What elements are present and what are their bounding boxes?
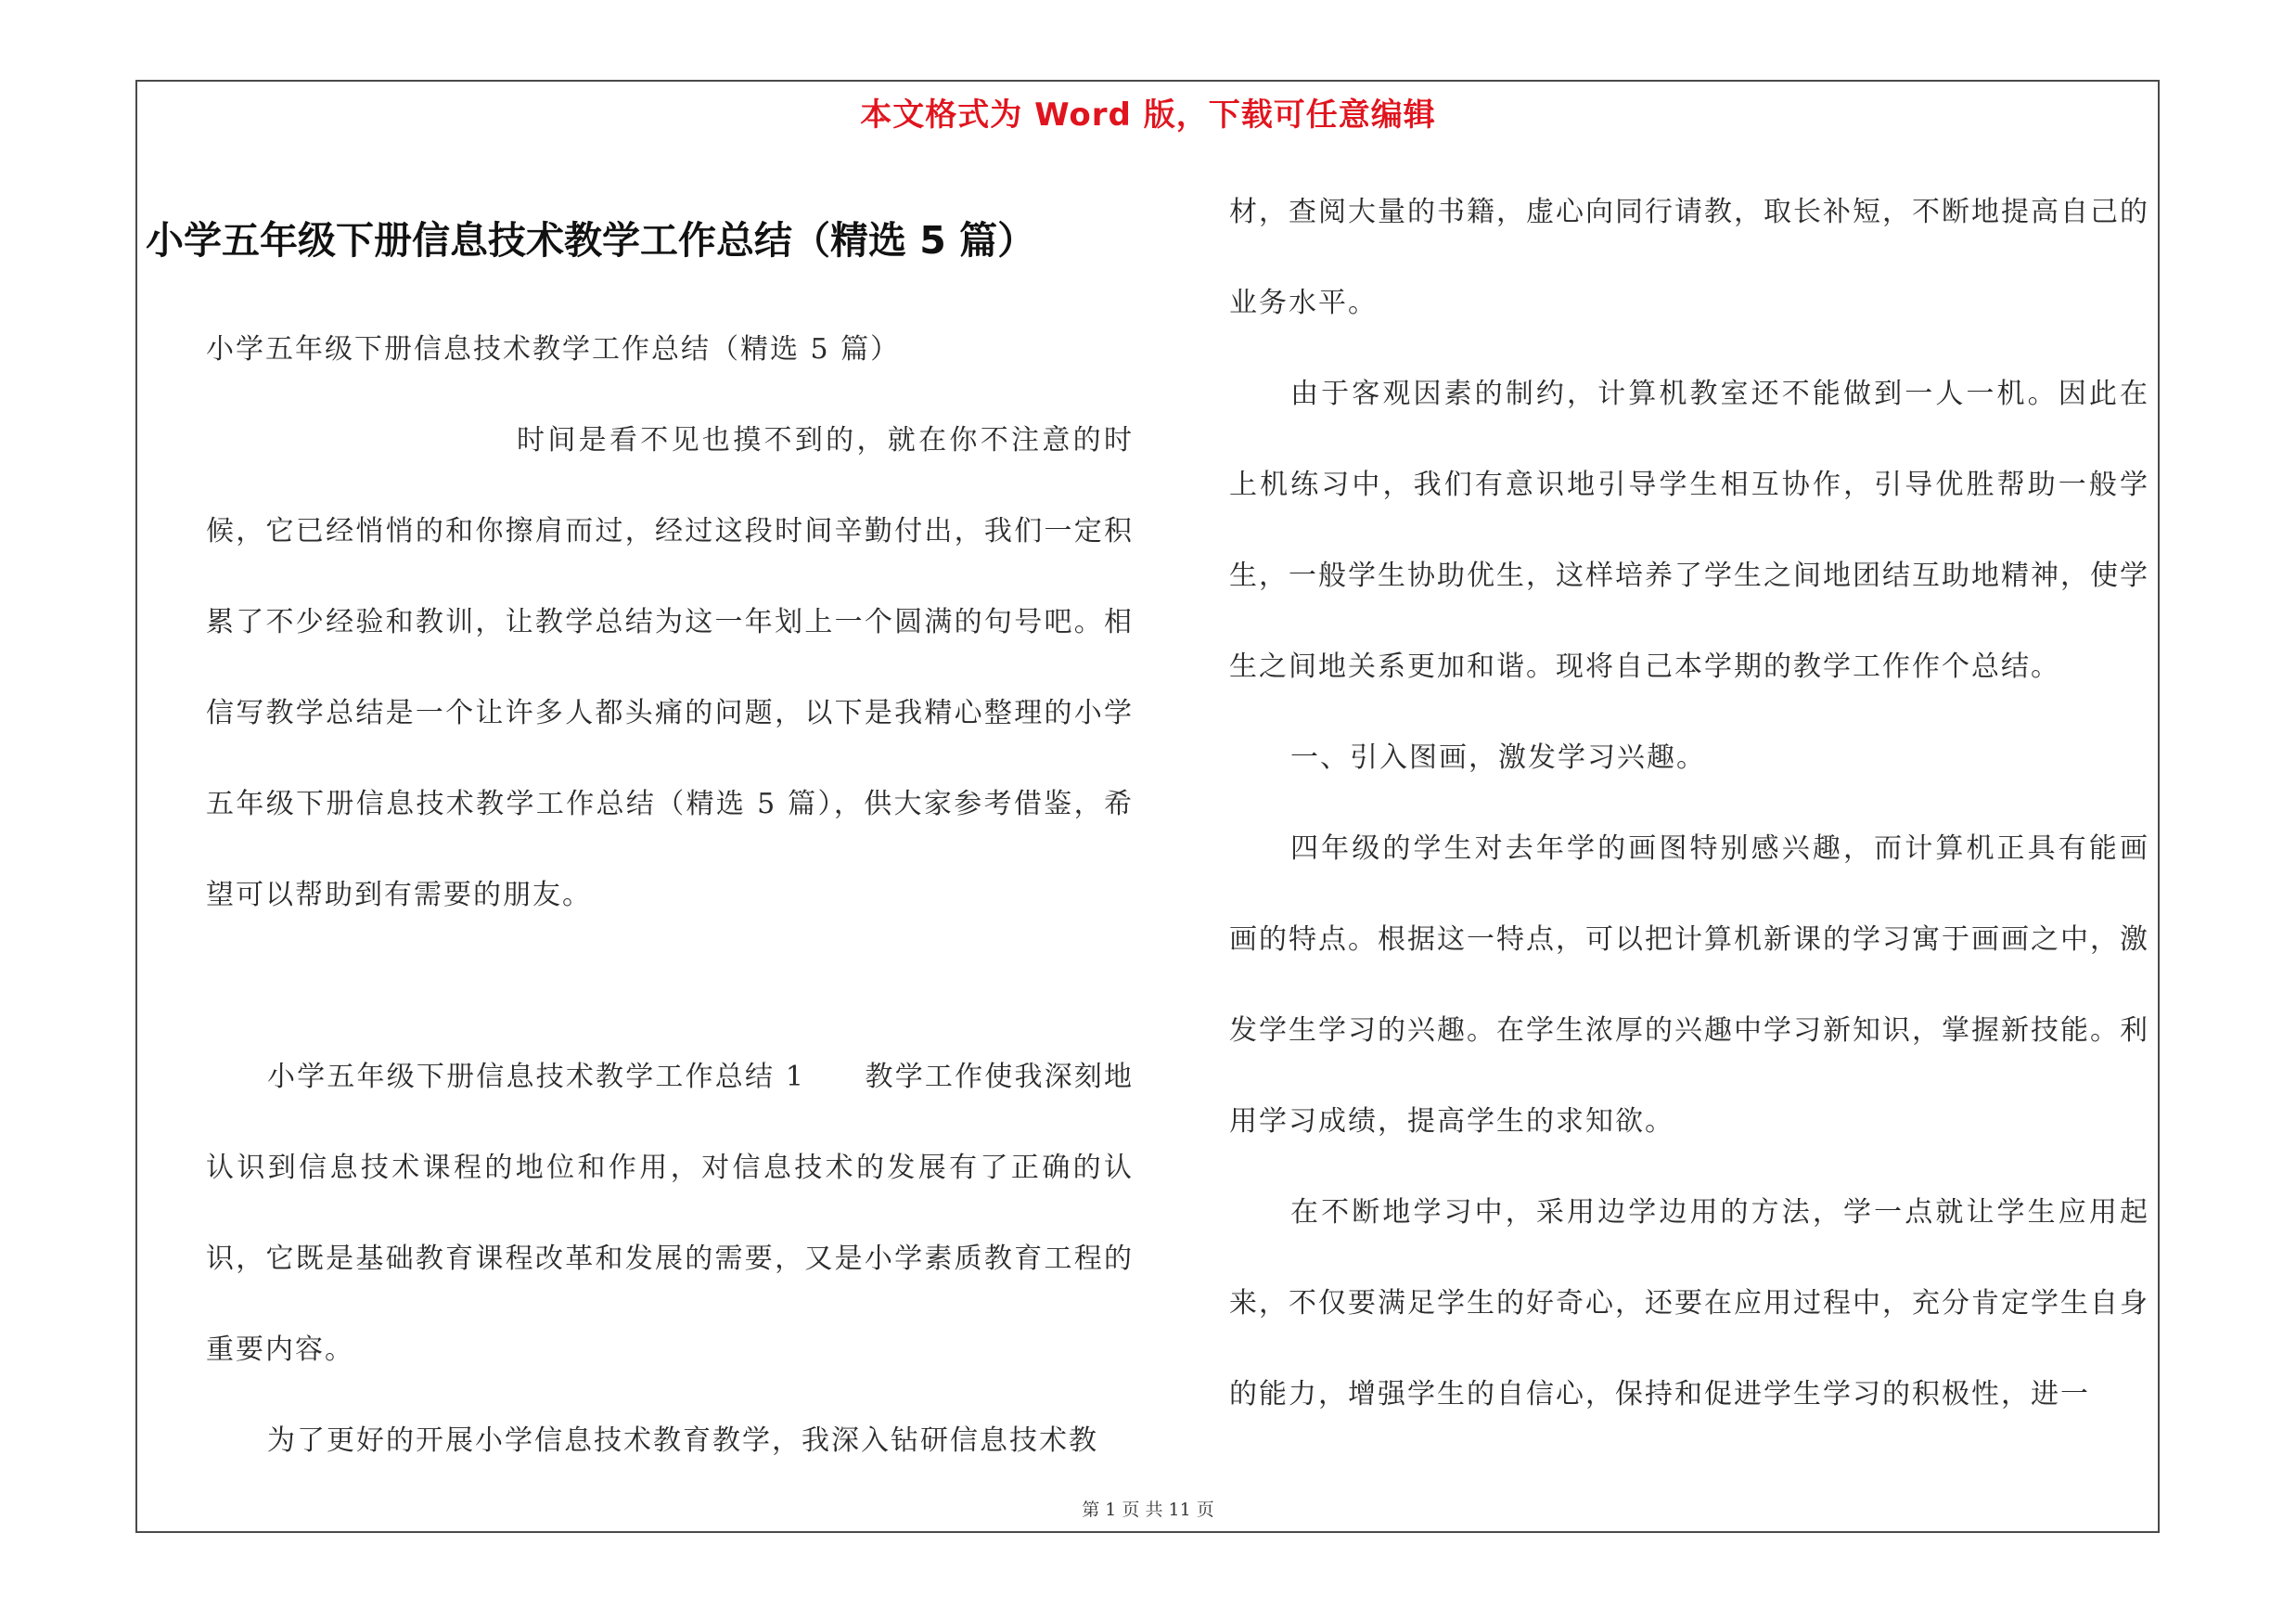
paragraph-spacer bbox=[206, 941, 1134, 1032]
continuation-paragraph: 材，查阅大量的书籍，虚心向同行请教，取长补短，不断地提高自己的业务水平。 bbox=[1229, 196, 2149, 319]
section-1-paragraph: 小学五年级下册信息技术教学工作总结 1 教学工作使我深刻地认识到信息技术课程的地位和作用，对信息技术的发展有了正确的认识，它既是基础教育课程改革和发展的需要，又是小学素质教育工程的重要内容。 bbox=[206, 1061, 1134, 1366]
word-format-banner: 本文格式为 Word 版，下载可任意编辑 bbox=[860, 97, 1436, 134]
body-paragraph: 为了更好的开展小学信息技术教育教学，我深入钻研信息技术教 bbox=[267, 1424, 1098, 1457]
section-heading: 一、引入图画，激发学习兴趣。 bbox=[1290, 741, 1706, 774]
intro-paragraph: 时间是看不见也摸不到的，就在你不注意的时候，它已经悄悄的和你擦肩而过，经过这段时间辛勤付出，我们一定积累了不少经验和教训，让教学总结为这一年划上一个圆满的句号吧。相信写教学总结是一个让许多人都头痛的问题，以下是我精心整理的小学五年级下册信息技术教学工作总结（精选 5 篇），供大家参考借鉴，希望可以帮助到有需要的朋友。 bbox=[206, 424, 1134, 911]
left-column bbox=[206, 304, 1134, 1487]
document-title: 小学五年级下册信息技术教学工作总结（精选 5 篇） bbox=[146, 218, 1036, 263]
subtitle-paragraph: 小学五年级下册信息技术教学工作总结（精选 5 篇） bbox=[206, 333, 901, 366]
body-paragraph: 四年级的学生对去年学的画图特别感兴趣，而计算机正具有能画画的特点。根据这一特点，可以把计算机新课的学习寓于画画之中，激发学生学习的兴趣。在学生浓厚的兴趣中学习新知识，掌握新技能。利用学习成绩，提高学生的求知欲。 bbox=[1229, 832, 2149, 1138]
body-paragraph: 在不断地学习中，采用边学边用的方法，学一点就让学生应用起来，不仅要满足学生的好奇心，还要在应用过程中，充分肯定学生自身的能力，增强学生的自信心，保持和促进学生学习的积极性，进一 bbox=[1229, 1196, 2149, 1410]
right-column bbox=[1229, 167, 2149, 1440]
page-number: 第 1 页 共 11 页 bbox=[1082, 1500, 1214, 1520]
body-paragraph: 由于客观因素的制约，计算机教室还不能做到一人一机。因此在上机练习中，我们有意识地引导学生相互协作，引导优胜帮助一般学生，一般学生协助优生，这样培养了学生之间地团结互助地精神，使学生之间地关系更加和谐。现将自己本学期的教学工作作个总结。 bbox=[1229, 378, 2149, 683]
